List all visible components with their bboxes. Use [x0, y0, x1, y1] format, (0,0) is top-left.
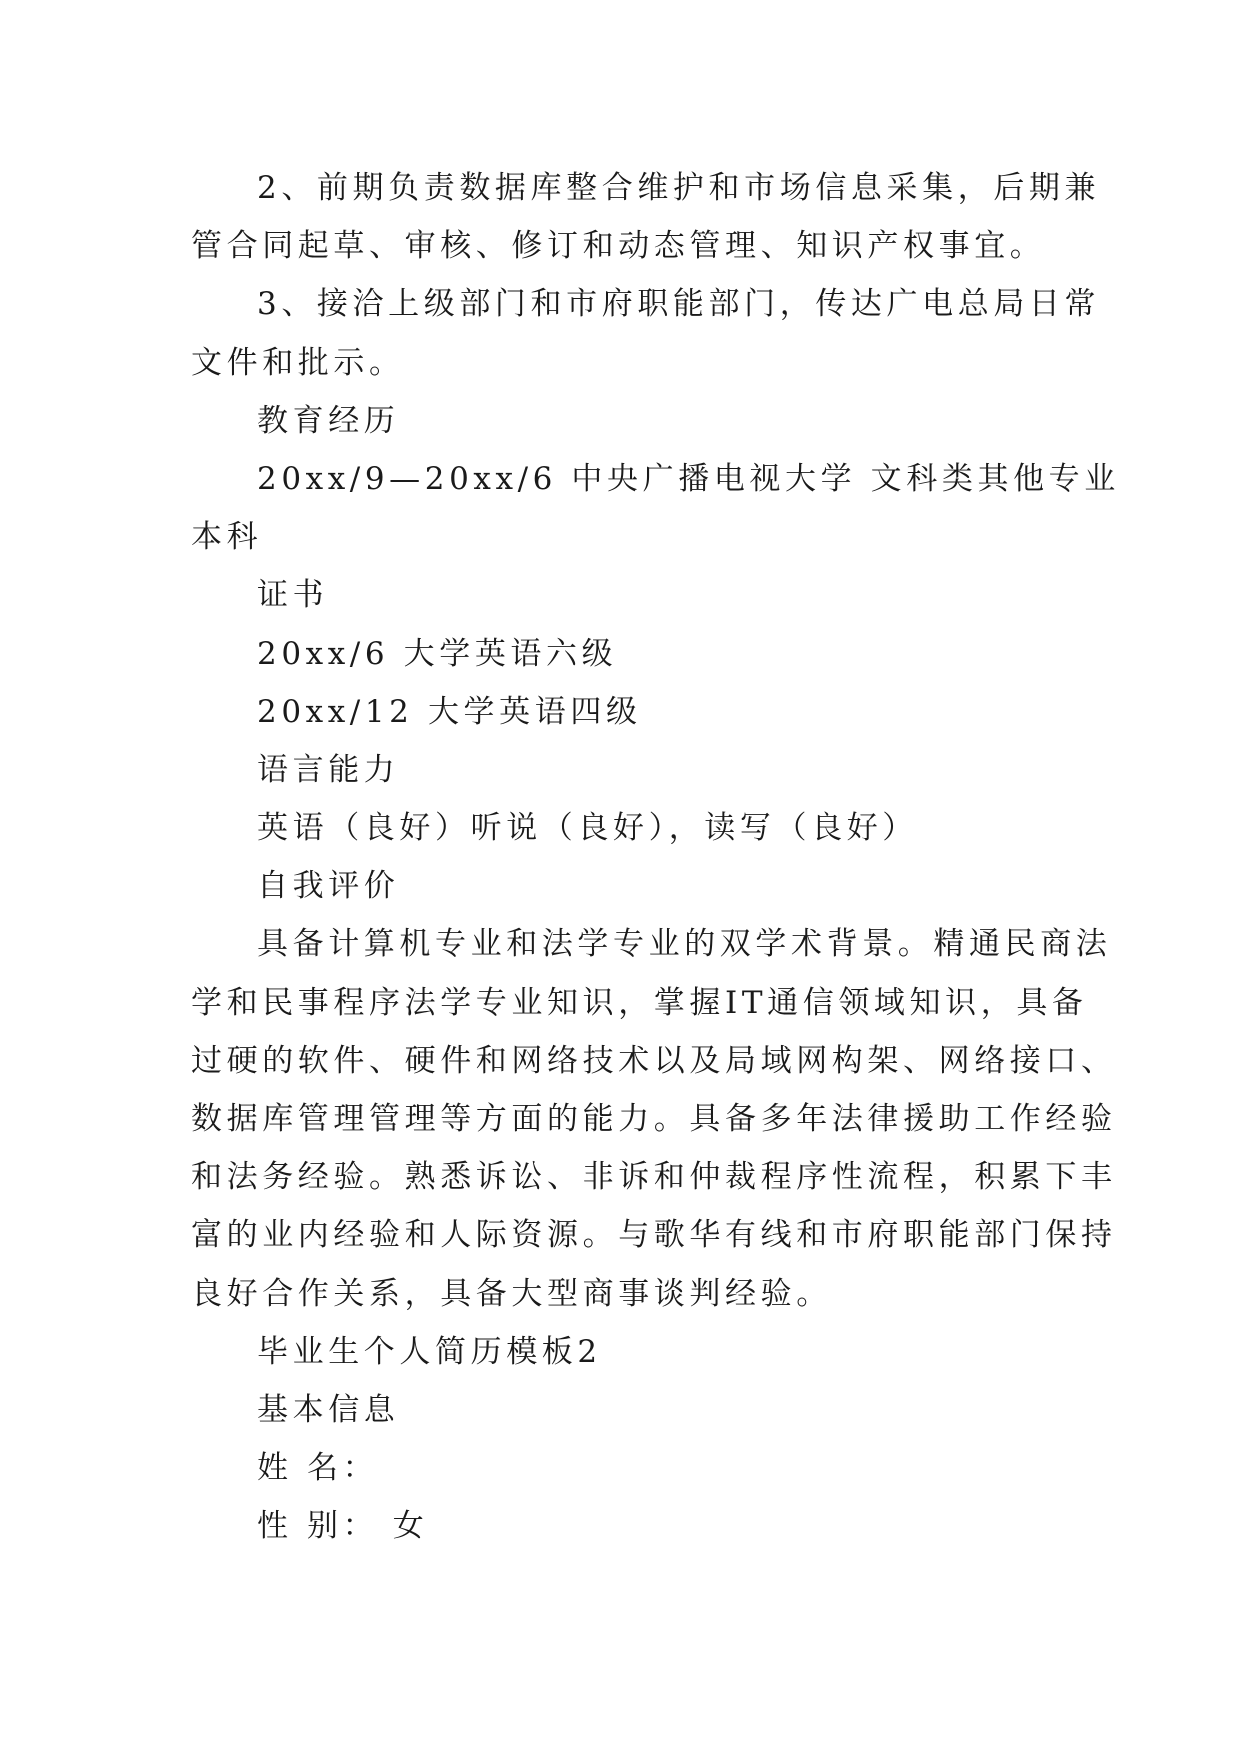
document-title: 毕业生个人简历模板2: [257, 1333, 602, 1370]
section-heading: 证书: [257, 577, 329, 614]
section-heading: 教育经历: [257, 402, 400, 439]
text-line: 文件和批示。: [191, 344, 405, 381]
section-heading: 基本信息: [257, 1391, 400, 1428]
text-line: 良好合作关系，具备大型商事谈判经验。: [191, 1275, 832, 1312]
document-body: [191, 159, 1120, 1556]
text-line: 过硬的软件、硬件和网络技术以及局域网构架、网络接口、: [191, 1042, 1117, 1079]
text-line: 20xx/6 大学英语六级: [257, 635, 618, 672]
text-line: 本科: [191, 519, 263, 556]
text-line: 姓 名：: [257, 1450, 379, 1487]
text-line: 数据库管理管理等方面的能力。具备多年法律援助工作经验: [191, 1101, 1117, 1137]
text-line: 20xx/9—20xx/6 中央广播电视大学 文科类其他专业: [257, 460, 1120, 497]
text-line: 3、接洽上级部门和市府职能部门，传达广电总局日常: [257, 286, 1101, 323]
section-heading: 语言能力: [257, 751, 400, 788]
text-line: 性 别： 女: [257, 1508, 429, 1545]
text-line: 英语（良好）听说（良好），读写（良好）: [257, 810, 918, 847]
text-line: 学和民事程序法学专业知识，掌握IT通信领域知识，具备: [191, 984, 1088, 1021]
text-line: 富的业内经验和人际资源。与歌华有线和市府职能部门保持: [191, 1217, 1117, 1254]
text-line: 2、前期负责数据库整合维护和市场信息采集，后期兼: [257, 170, 1101, 206]
text-line: 和法务经验。熟悉诉讼、非诉和仲裁程序性流程，积累下丰: [191, 1159, 1117, 1196]
text-line: 20xx/12 大学英语四级: [257, 693, 642, 730]
section-heading: 自我评价: [257, 868, 400, 905]
text-line: 管合同起草、审核、修订和动态管理、知识产权事宜。: [191, 228, 1046, 265]
text-line: 具备计算机专业和法学专业的双学术背景。精通民商法: [257, 926, 1112, 963]
